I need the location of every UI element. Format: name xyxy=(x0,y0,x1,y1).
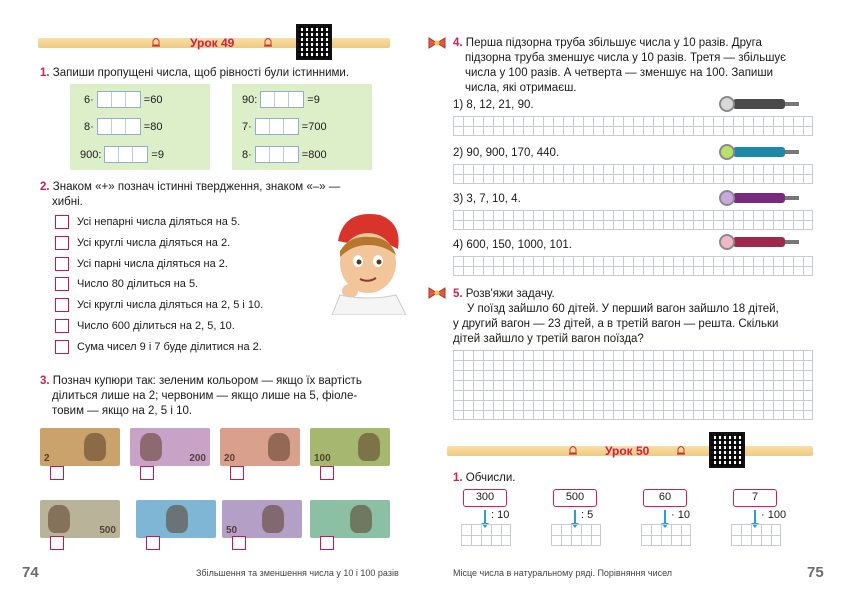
exercise-2-prompt: 2. Знаком «+» познач істинні твердження, знаком «–» — хибні. xyxy=(40,181,341,208)
answer-grid[interactable] xyxy=(453,164,813,184)
answer-grid[interactable] xyxy=(453,350,813,420)
banknote: 2 xyxy=(40,428,120,466)
equation-row: 8· =800 xyxy=(242,146,327,163)
equation-row: 90: =9 xyxy=(242,91,320,108)
answer-cells[interactable] xyxy=(260,91,304,108)
banknote-checkbox[interactable] xyxy=(230,466,244,480)
lesson-title: Урок 49 xyxy=(190,36,235,50)
page-footer: Місце числа в натуральному ряді. Порівняння чисел xyxy=(453,568,673,578)
statement-row: Сума чисел 9 і 7 буде ділитися на 2. xyxy=(55,340,262,354)
answer-grid[interactable] xyxy=(461,524,511,546)
banknote-checkbox[interactable] xyxy=(140,466,154,480)
banknote: 20 xyxy=(220,428,300,466)
equation-row: 7· =700 xyxy=(242,118,327,135)
lesson-title: Урок 50 xyxy=(605,444,650,458)
equation-row: 6· =60 xyxy=(84,91,162,108)
answer-grid[interactable] xyxy=(453,116,813,136)
operation-label: : 10 xyxy=(491,509,510,521)
answer-cells[interactable] xyxy=(97,91,141,108)
arrow-down-icon xyxy=(574,510,576,524)
banknote xyxy=(310,500,390,538)
banknote: 500 xyxy=(40,500,120,538)
answer-cells[interactable] xyxy=(255,118,299,135)
value-box: 7 xyxy=(733,489,777,507)
telescope-icon xyxy=(719,234,803,250)
answer-checkbox[interactable] xyxy=(55,340,69,354)
boy-illustration xyxy=(310,205,410,315)
answer-grid[interactable] xyxy=(453,256,813,276)
answer-checkbox[interactable] xyxy=(55,236,69,250)
telescope-icon xyxy=(719,144,803,160)
value-box: 500 xyxy=(553,489,597,507)
value-box: 60 xyxy=(643,489,687,507)
arrow-down-icon xyxy=(484,510,486,524)
banknote-checkbox[interactable] xyxy=(320,466,334,480)
banknote: 200 xyxy=(130,428,210,466)
answer-checkbox[interactable] xyxy=(55,257,69,271)
exercise-4-row-label: 2) 90, 900, 170, 440. xyxy=(453,147,560,159)
answer-cells[interactable] xyxy=(97,118,141,135)
statement-row: Усі круглі числа діляться на 2, 5 і 10. xyxy=(55,298,263,312)
statement-row: Усі непарні числа діляться на 5. xyxy=(55,215,240,229)
qr-code[interactable] xyxy=(296,24,332,60)
banknote-checkbox[interactable] xyxy=(50,466,64,480)
banknote: 100 xyxy=(310,428,390,466)
operation-label: · 100 xyxy=(761,509,787,521)
equation-row: 8· =80 xyxy=(84,118,162,135)
page-number: 75 xyxy=(807,564,824,581)
statement-row: Усі круглі числа діляться на 2. xyxy=(55,236,230,250)
banknote-checkbox[interactable] xyxy=(146,536,160,550)
bell-icon xyxy=(150,36,162,48)
exercise-4-row-label: 1) 8, 12, 21, 90. xyxy=(453,99,534,111)
bell-icon xyxy=(567,444,579,456)
banknote-checkbox[interactable] xyxy=(320,536,334,550)
exercise-1-prompt: 1. Обчисли. xyxy=(453,472,516,484)
arrow-down-icon xyxy=(664,510,666,524)
answer-cells[interactable] xyxy=(255,146,299,163)
telescope-icon xyxy=(719,96,803,112)
exercise-4-row-label: 3) 3, 7, 10, 4. xyxy=(453,193,521,205)
bow-icon xyxy=(427,36,447,50)
telescope-icon xyxy=(719,190,803,206)
exercise-4-row-label: 4) 600, 150, 1000, 101. xyxy=(453,239,572,251)
answer-checkbox[interactable] xyxy=(55,319,69,333)
answer-grid[interactable] xyxy=(731,524,781,546)
operation-label: · 10 xyxy=(671,509,690,521)
equation-row: 900: =9 xyxy=(80,146,164,163)
page-number: 74 xyxy=(22,564,39,581)
answer-checkbox[interactable] xyxy=(55,298,69,312)
banknote xyxy=(136,500,216,538)
answer-cells[interactable] xyxy=(104,146,148,163)
right-page xyxy=(421,0,842,600)
bell-icon xyxy=(262,36,274,48)
qr-code[interactable] xyxy=(709,432,745,468)
statement-row: Число 80 ділиться на 5. xyxy=(55,277,198,291)
value-box: 300 xyxy=(463,489,507,507)
bell-icon xyxy=(675,444,687,456)
statement-row: Число 600 ділиться на 2, 5, 10. xyxy=(55,319,235,333)
arrow-down-icon xyxy=(754,510,756,524)
answer-checkbox[interactable] xyxy=(55,277,69,291)
exercise-4-prompt: 4. Перша підзорна труба збільшує числа у 10 разів. Друга підзорна труба зменшує числа у 10 разів. Третя — збільшує числа у 100 разів. А четверта — зменшує на 100. Запиши числа, які отримаєш. xyxy=(453,37,787,94)
statement-row: Усі парні числа діляться на 2. xyxy=(55,257,228,271)
answer-grid[interactable] xyxy=(453,210,813,230)
exercise-5-prompt: 5. Розв'яжи задачу. У поїзд зайшло 60 дітей. У перший вагон зайшло 18 дітей, у другий вагон — 23 дітей, а в третій вагон — решта. Скільки дітей зайшло у третій вагон поїзда? xyxy=(453,288,779,345)
page-footer: Збільшення та зменшення числа у 10 і 100 разів xyxy=(196,568,399,578)
banknote-checkbox[interactable] xyxy=(232,536,246,550)
answer-grid[interactable] xyxy=(551,524,601,546)
bow-icon xyxy=(427,286,447,300)
answer-grid[interactable] xyxy=(641,524,691,546)
operation-label: : 5 xyxy=(581,509,594,521)
banknote-checkbox[interactable] xyxy=(50,536,64,550)
exercise-1-prompt: 1. Запиши пропущені числа, щоб рівності були істинними. xyxy=(40,67,350,79)
answer-checkbox[interactable] xyxy=(55,215,69,229)
exercise-3-prompt: 3. Познач купюри так: зеленим кольором — якщо їх вартість ділиться лише на 2; червоним — якщо лише на 5, фіоле- товим — якщо на 2, 5 і 10. xyxy=(40,375,362,417)
banknote: 50 xyxy=(222,500,302,538)
